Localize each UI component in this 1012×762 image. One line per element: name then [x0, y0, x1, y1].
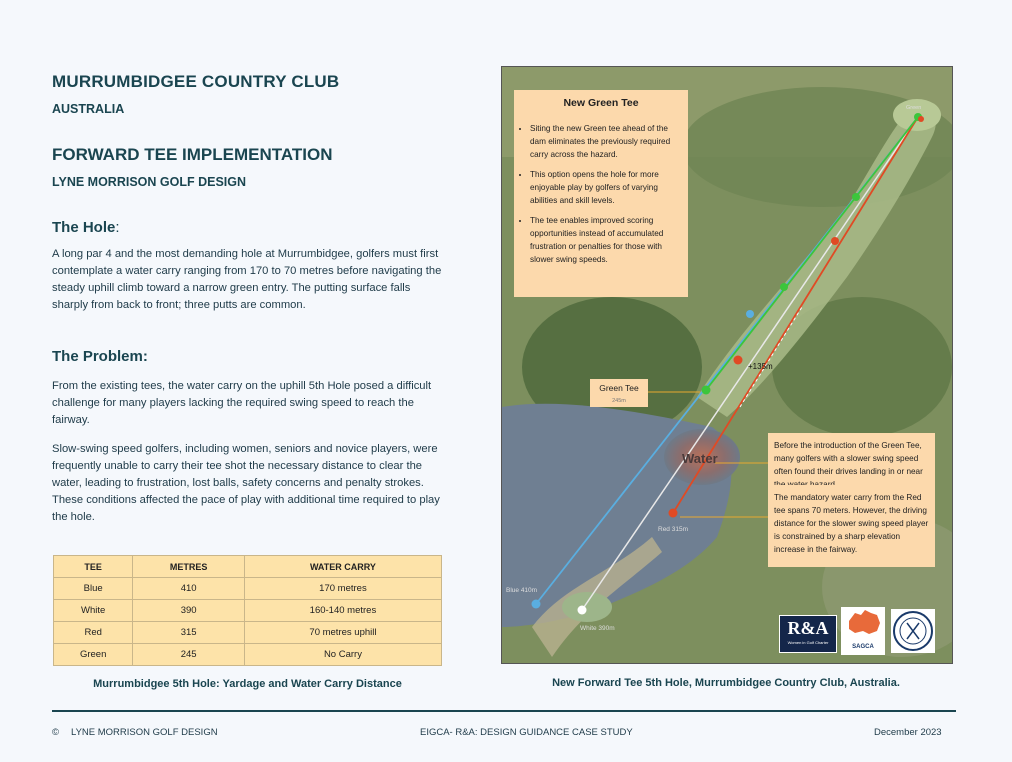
problem-heading: The Problem:	[52, 348, 148, 365]
table-cell: 245	[133, 644, 245, 666]
country-label: AUSTRALIA	[52, 102, 125, 116]
new-green-tee-note	[514, 90, 688, 297]
water-carry-callout: The mandatory water carry from the Red tee spans 70 meters. However, the driving distance for the slower swing speed player is constrained by a sharp elevation increase in the fairway.	[768, 485, 935, 567]
table-cell: 160-140 metres	[244, 600, 441, 622]
table-header: METRES	[133, 556, 245, 578]
ra-logo	[779, 615, 837, 653]
table-cell: White	[54, 600, 133, 622]
footer-date: December 2023	[874, 727, 942, 738]
yardage-table	[53, 555, 442, 666]
problem-text-1: From the existing tees, the water carry on the uphill 5th Hole posed a difficult challenge for many players lacking the required swing speed to reach the fairway.	[52, 380, 432, 426]
australia-map-icon	[843, 607, 883, 639]
red-tee-dot	[669, 509, 678, 518]
green-tee-label: Green Tee	[599, 383, 639, 393]
table-row	[54, 644, 442, 666]
list-item: • This option opens the hole for more enjoyable play by golfers of varying abilities and skill levels.	[530, 168, 682, 207]
hole-heading-colon: :	[115, 219, 120, 236]
designer-label: LYNE MORRISON GOLF DESIGN	[52, 175, 247, 189]
hole-map	[501, 66, 953, 664]
note-list	[520, 122, 682, 266]
white-tee-label: White 390m	[580, 625, 615, 632]
green-tee-distance: 245m	[612, 398, 626, 404]
ra-logo-text: R&A	[787, 618, 829, 638]
table-cell: Red	[54, 622, 133, 644]
table-cell: Blue	[54, 578, 133, 600]
page-title: FORWARD TEE IMPLEMENTATION	[52, 145, 333, 164]
red-dot	[734, 356, 743, 365]
red-tee-label: Red 315m	[658, 526, 688, 533]
green-dot	[852, 193, 860, 201]
list-item: • The tee enables improved scoring opportunities instead of accumulated frustration or penalties for those with slower swing speeds.	[530, 214, 682, 266]
table-cell: 70 metres uphill	[244, 622, 441, 644]
table-cell: 390	[133, 600, 245, 622]
table-cell: Green	[54, 644, 133, 666]
copyright-symbol: ©	[52, 727, 59, 738]
footer-center: EIGCA- R&A: DESIGN GUIDANCE CASE STUDY	[420, 727, 633, 738]
blue-dot	[746, 310, 754, 318]
slow-swing-callout: Before the introduction of the Green Tee, many golfers with a slower swing speed often found their drives landing in or near	[768, 433, 935, 489]
table-header-row	[54, 556, 442, 578]
problem-text-2: Slow-swing speed golfers, including women, seniors and novice players, were frequently unable to carry their tee shot the necessary distance to clear the water, leading to frustration, lost balls, safety concerns and penalty strokes. These conditions affected the pace of play with additional time required to play the hole.	[52, 443, 440, 523]
club-title: MURRUMBIDGEE COUNTRY CLUB	[52, 72, 340, 91]
map-caption: New Forward Tee 5th Hole, Murrumbidgee Country Club, Australia.	[552, 677, 900, 689]
green-dot	[780, 283, 788, 291]
table-cell: 315	[133, 622, 245, 644]
green-label: Green	[906, 105, 922, 111]
sagca-logo-text: SAGCA	[852, 644, 874, 650]
green-tee-dot	[702, 386, 711, 395]
hole-heading-text: The Hole	[52, 219, 116, 236]
hole-text: A long par 4 and the most demanding hole at Murrumbidgee, golfers must first contemplate a water carry ranging from 170 to 70 metres before navigating the steady uphill climb toward a narrow green entry. The putting surface falls sharply from back to front; three putts are common.	[52, 248, 442, 311]
table-cell: No Carry	[244, 644, 441, 666]
table-row	[54, 622, 442, 644]
club-logo	[891, 609, 935, 653]
note-title: New Green Tee	[563, 97, 639, 109]
green-tee-callout	[590, 379, 648, 407]
club-crest-icon	[891, 609, 935, 653]
water-label: Water	[682, 451, 718, 466]
ra-logo-subtext: Women in Golf Charter	[787, 640, 829, 645]
blue-tee-dot	[532, 600, 541, 609]
table-cell: 410	[133, 578, 245, 600]
list-item: • Siting the new Green tee ahead of the dam eliminates the previously required carry across the hazard.	[530, 122, 682, 161]
table-row	[54, 600, 442, 622]
red-dot	[831, 237, 839, 245]
pin-dot-red	[918, 116, 924, 122]
white-tee-dot	[578, 606, 587, 615]
table-row	[54, 578, 442, 600]
table-header: TEE	[54, 556, 133, 578]
table-cell: 170 metres	[244, 578, 441, 600]
distance-label: +135m	[748, 362, 773, 371]
white-tee-box	[562, 592, 612, 622]
table-caption: Murrumbidgee 5th Hole: Yardage and Water Carry Distance	[93, 678, 402, 690]
blue-tee-label: Blue 410m	[506, 587, 538, 594]
footer-divider	[52, 710, 956, 712]
table-header: WATER CARRY	[244, 556, 441, 578]
hole-heading	[52, 219, 120, 236]
footer-left: LYNE MORRISON GOLF DESIGN	[71, 727, 218, 738]
sagca-logo	[841, 607, 885, 655]
